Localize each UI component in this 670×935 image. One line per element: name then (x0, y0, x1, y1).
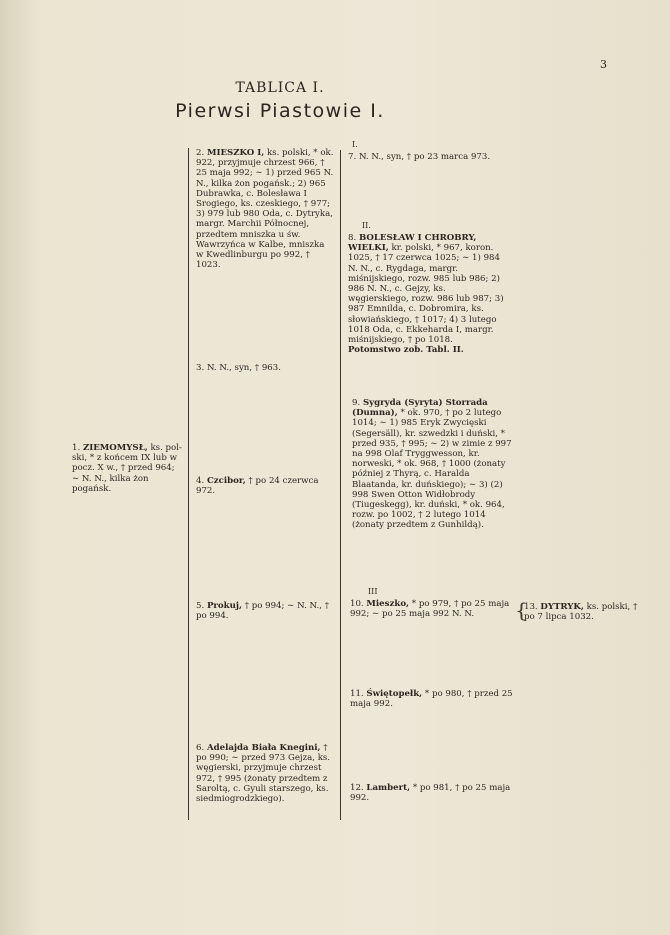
entry-7-text: N. N., syn, † po 23 marca 973. (358, 152, 491, 162)
entry-13-text: ks. polski, † po 7 lipca 1032. (524, 602, 638, 623)
entry-2-text: ks. polski, * ok. 922, przyjmuje chrzest 966, † 25 maja 992; ∼ 1) przed 965 N. N., kilka żon pogańsk.; 2) 965 Dubrawka, c. Bolesława I Srogiego, ks. czeskiego, † 977; 3) 979 lub 980 Oda, c. Dytryka, margr. Marchii Północnej, przedtem mniszka u św. Wawrzyńca w Kalbe, mniszka w Kwedlinburgu po 992, † 1023. (196, 148, 334, 271)
descent-brace-icon: { (515, 598, 528, 622)
connector-line-gen1 (188, 148, 189, 820)
entry-2-name: MIESZKO I, (206, 148, 265, 158)
entry-8-text: kr. polski, * 967, koron. 1025, † 17 czerwca 1025; ∼ 1) 984 N. N., c. Rygdaga, margr. miśnijskiego, rozw. 985 lub 986; 2) 986 N. N., c. Gejzy, ks. węgierskiego, rozw. 986 lub 987; 3) 987 Emnilda, c. Dobromira, ks. słowiańskiego, † 1017; 4) 3 lutego 1018 Oda, c. Ekkeharda I, margr. miśnijskiego, † po 1018. (348, 243, 504, 346)
entry-4: 4. Czcibor, † po 24 czerwca 972. (196, 476, 319, 497)
entry-12-name: Lambert, (366, 783, 411, 793)
entry-9-text: * ok. 970, † po 2 lutego 1014; ∼ 1) 985 Eryk Zwycięski (Segersäll), kr. szwedzki i duński, * przed 935, † 995; ∼ 2) w zimie z 997 na 998 Olaf Tryggwesson, kr. norweski, * ok. 968, † 1000 (żonaty później z Thyrą, c. Haralda Blaatanda, kr. duńskiego); ∼ 3) (2) 998 Swen Otton Widłobrody (Tiugeskegg), kr. duński, * ok. 964, rozw. po 1002, † 2 lutego 1014 (żonaty przedtem z Gunhildą). (352, 408, 512, 531)
entry-8: 8. BOLESŁAW I CHROBRY, WIELKI, kr. polski, * 967, koron. 1025, † 17 czerwca 1025; ∼ 1) 984 N. N., c. Rygdaga, margr. miśnijskiego, rozw. 985 lub 986; 2) 986 N. N., c. Gejzy, ks. węgierskiego, rozw. 986 lub 987; 3) 987 Emnilda, c. Dobromira, ks. słowiańskiego, † 1017; 4) 3 lutego 1018 Oda, c. Ekkeharda I, margr. miśnijskiego, † po 1018. Potomstwo zob. Tabl. II. (348, 233, 504, 356)
generation-marker-2: II. (362, 221, 371, 230)
entry-3-text: N. N., syn, † 963. (206, 363, 281, 373)
entry-12: 12. Lambert, * po 981, † po 25 maja 992. (350, 783, 511, 804)
entry-8-name: BOLESŁAW I CHROBRY, WIELKI, (348, 233, 477, 254)
entry-13: 13. DYTRYK, ks. polski, † po 7 lipca 1032. (524, 602, 638, 623)
entry-10-text: * po 979, † po 25 maja 992; ∼ po 25 maja 992 N. N. (350, 599, 510, 620)
entry-4-name: Czcibor, (206, 476, 246, 486)
entry-5-text: † po 994; ∼ N. N., † po 994. (196, 601, 329, 622)
entry-9-name: Sygryda (Syryta) Storrada (Dumna), (352, 398, 488, 419)
generation-marker-3: III (368, 587, 378, 596)
entry-5-name: Prokuj, (206, 601, 242, 611)
entry-7: 7. N. N., syn, † po 23 marca 973. (348, 152, 491, 162)
entry-10: 10. Mieszko, * po 979, † po 25 maja 992; ∼ po 25 maja 992 N. N. (350, 599, 510, 620)
entry-12-text: * po 981, † po 25 maja 992. (350, 783, 511, 804)
entry-5: 5. Prokuj, † po 994; ∼ N. N., † po 994. (196, 601, 329, 622)
table-title: TABLICA I. (235, 80, 325, 96)
entry-11-text: * po 980, † przed 25 maja 992. (350, 689, 513, 710)
connector-line-gen2 (340, 150, 341, 820)
entry-11-name: Świętopełk, (366, 689, 423, 699)
page-number: 3 (600, 58, 607, 71)
entry-4-text: † po 24 czerwca 972. (196, 476, 319, 497)
entry-10-name: Mieszko, (366, 599, 410, 609)
entry-13-name: DYTRYK, (540, 602, 584, 612)
entry-2: 2. MIESZKO I, ks. polski, * ok. 922, przyjmuje chrzest 966, † 25 maja 992; ∼ 1) przed 965 N. N., kilka żon pogańsk.; 2) 965 Dubrawka, c. Bolesława I Srogiego, ks. czeskiego, † 977; 3) 979 lub 980 Oda, c. Dytryka, margr. Marchii Północnej, przedtem mniszka u św. Wawrzyńca w Kalbe, mniszka w Kwedlinburgu po 992, † 1023. (196, 148, 334, 271)
entry-1-name: ZIEMOMYSŁ, (82, 443, 148, 453)
table-subtitle: Pierwsi Piastowie I. (175, 100, 385, 122)
entry-1-text: ks. pol-ski, * z końcem IX lub w pocz. X w., † przed 964; ∼ N. N., kilka żon pogańsk. (72, 443, 182, 494)
entry-11: 11. Świętopełk, * po 980, † przed 25 maja 992. (350, 689, 513, 710)
entry-1: 1. ZIEMOMYSŁ, ks. pol-ski, * z końcem IX lub w pocz. X w., † przed 964; ∼ N. N., kilka żon pogańsk. (72, 443, 182, 494)
entry-6-text: † po 990; ∼ przed 973 Gejza, ks. węgierski, przyjmuje chrzest 972, † 995 (żonaty przedtem z Saroltą, c. Gyuli starszego, ks. siedmiogrodzkiego). (196, 743, 331, 805)
entry-9: 9. Sygryda (Syryta) Storrada (Dumna), * ok. 970, † po 2 lutego 1014; ∼ 1) 985 Eryk Zwycięski (Segersäll), kr. szwedzki i duński, * przed 935, † 995; ∼ 2) w zimie z 997 na 998 Olaf Tryggwesson, kr. norweski, * ok. 968, † 1000 (żonaty później z Thyrą, c. Haralda Blaatanda, kr. duńskiego); ∼ 3) (2) 998 Swen Otton Widłobrody (Tiugeskegg), kr. duński, * ok. 964, rozw. po 1002, † 2 lutego 1014 (żonaty przedtem z Gunhildą). (352, 398, 512, 531)
entry-6: 6. Adelajda Biała Knegini, † po 990; ∼ przed 973 Gejza, ks. węgierski, przyjmuje chrzest 972, † 995 (żonaty przedtem z Saroltą, c. Gyuli starszego, ks. siedmiogrodzkiego). (196, 743, 331, 805)
entry-3: 3. N. N., syn, † 963. (196, 363, 281, 373)
entry-8-note: Potomstwo zob. Tabl. II. (348, 345, 464, 356)
generation-marker-1: I. (352, 140, 358, 149)
entry-6-name: Adelajda Biała Knegini, (206, 743, 321, 753)
